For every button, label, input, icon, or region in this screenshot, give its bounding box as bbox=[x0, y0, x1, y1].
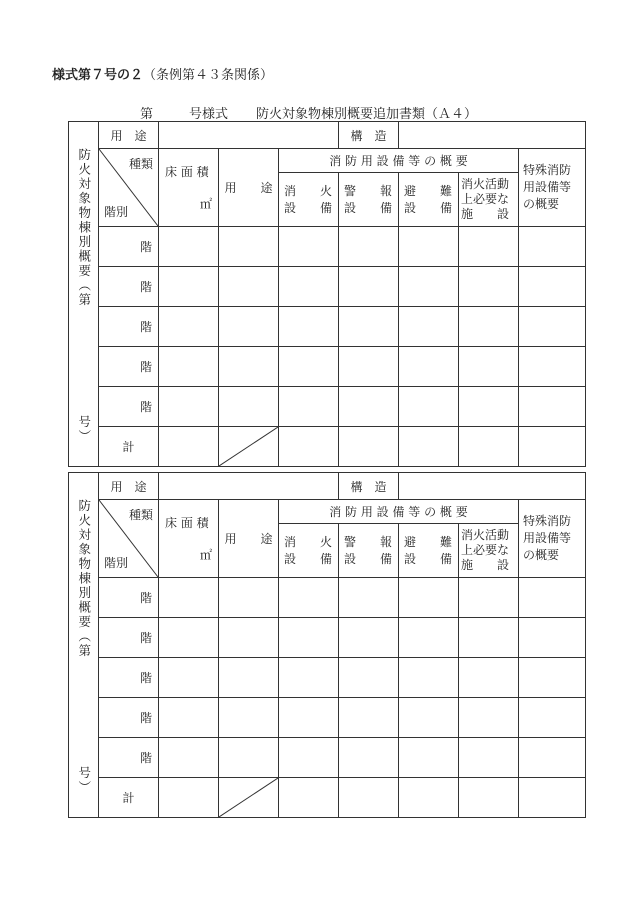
fire-extinguishing-header: 消 火 設 備 bbox=[279, 173, 339, 227]
alarm-equipment-cell[interactable] bbox=[339, 778, 399, 818]
alarm-equipment-header: 警 報 設 備 bbox=[339, 173, 399, 227]
floor-usage-cell[interactable] bbox=[219, 578, 279, 618]
total-label: 計 bbox=[99, 427, 159, 467]
total-usage-crossed-cell bbox=[219, 778, 279, 818]
special-equipment-cell[interactable] bbox=[519, 267, 586, 307]
side-label: 防火対象物棟別概要（第 bbox=[76, 499, 92, 659]
firefighting-facility-cell[interactable] bbox=[459, 698, 519, 738]
firefighting-facility-cell[interactable] bbox=[459, 387, 519, 427]
floor-area-cell[interactable] bbox=[159, 698, 219, 738]
usage-label: 用 途 bbox=[99, 473, 159, 500]
evacuation-equipment-cell[interactable] bbox=[399, 618, 459, 658]
evacuation-equipment-cell[interactable] bbox=[399, 698, 459, 738]
firefighting-facility-cell[interactable] bbox=[459, 618, 519, 658]
floor-usage-cell[interactable] bbox=[219, 267, 279, 307]
evacuation-equipment-cell[interactable] bbox=[399, 427, 459, 467]
evacuation-equipment-cell[interactable] bbox=[399, 658, 459, 698]
floor-usage-cell[interactable] bbox=[219, 738, 279, 778]
subtitle-form: 号様式 bbox=[189, 107, 229, 122]
type-label: 種類 bbox=[128, 157, 153, 171]
alarm-equipment-cell[interactable] bbox=[339, 698, 399, 738]
special-equipment-header: 特殊消防用設備等の概要 bbox=[519, 500, 586, 578]
form-section-1 bbox=[68, 121, 572, 467]
floor-area-header bbox=[159, 500, 219, 578]
alarm-equipment-cell[interactable] bbox=[339, 347, 399, 387]
usage-value[interactable] bbox=[159, 473, 339, 500]
evacuation-equipment-cell[interactable] bbox=[399, 387, 459, 427]
alarm-equipment-cell[interactable] bbox=[339, 267, 399, 307]
fire-extinguishing-cell[interactable] bbox=[279, 578, 339, 618]
floor-area-cell[interactable] bbox=[159, 658, 219, 698]
type-floor-header bbox=[99, 149, 159, 227]
special-equipment-cell[interactable] bbox=[519, 698, 586, 738]
type-label: 種類 bbox=[128, 508, 153, 522]
floor-label: 階 bbox=[99, 227, 159, 267]
side-label-cell bbox=[69, 122, 99, 467]
floor-usage-cell[interactable] bbox=[219, 698, 279, 738]
floor-row bbox=[69, 347, 586, 387]
alarm-equipment-header: 警 報 設 備 bbox=[339, 524, 399, 578]
floor-label: 階 bbox=[99, 347, 159, 387]
diagonal-line bbox=[219, 778, 278, 817]
special-equipment-cell[interactable] bbox=[519, 347, 586, 387]
building-summary-table bbox=[68, 472, 586, 818]
usage-value[interactable] bbox=[159, 122, 339, 149]
special-equipment-cell[interactable] bbox=[519, 618, 586, 658]
form-title bbox=[52, 64, 273, 83]
floor-row bbox=[69, 267, 586, 307]
usage-column-header: 用 途 bbox=[219, 500, 279, 578]
floor-area-cell[interactable] bbox=[159, 307, 219, 347]
firefighting-facility-cell[interactable] bbox=[459, 658, 519, 698]
side-label: 防火対象物棟別概要（第 bbox=[76, 148, 92, 308]
side-label-cell bbox=[69, 473, 99, 818]
evacuation-equipment-cell[interactable] bbox=[399, 307, 459, 347]
fire-extinguishing-cell[interactable] bbox=[279, 227, 339, 267]
total-row bbox=[69, 427, 586, 467]
floor-label: 階 bbox=[99, 738, 159, 778]
alarm-equipment-cell[interactable] bbox=[339, 307, 399, 347]
floor-row bbox=[69, 387, 586, 427]
floor-area-cell[interactable] bbox=[159, 267, 219, 307]
firefighting-facility-header: 消火活動 上必要な 施 設 bbox=[459, 524, 519, 578]
floor-usage-cell[interactable] bbox=[219, 227, 279, 267]
structure-label: 構 造 bbox=[339, 122, 399, 149]
form-reference: （条例第４３条関係） bbox=[143, 68, 274, 83]
firefighting-facility-cell[interactable] bbox=[459, 267, 519, 307]
special-equipment-header: 特殊消防用設備等の概要 bbox=[519, 149, 586, 227]
structure-value[interactable] bbox=[399, 473, 586, 500]
floor-label: 階 bbox=[99, 307, 159, 347]
alarm-equipment-cell[interactable] bbox=[339, 738, 399, 778]
firefighting-facility-header: 消火活動 上必要な 施 設 bbox=[459, 173, 519, 227]
fire-extinguishing-cell[interactable] bbox=[279, 347, 339, 387]
floor-row bbox=[69, 618, 586, 658]
special-equipment-cell[interactable] bbox=[519, 658, 586, 698]
form-number: 様式第７号の２ bbox=[52, 68, 144, 83]
fire-extinguishing-cell[interactable] bbox=[279, 778, 339, 818]
floor-label: 階 bbox=[99, 387, 159, 427]
type-floor-header bbox=[99, 500, 159, 578]
subtitle-dai: 第 bbox=[140, 107, 154, 122]
square-meter-unit: ㎡ bbox=[199, 197, 212, 211]
floor-area-header bbox=[159, 149, 219, 227]
fire-extinguishing-header: 消 火 設 備 bbox=[279, 524, 339, 578]
floor-usage-cell[interactable] bbox=[219, 307, 279, 347]
fire-extinguishing-cell[interactable] bbox=[279, 427, 339, 467]
floor-row bbox=[69, 698, 586, 738]
evacuation-equipment-cell[interactable] bbox=[399, 778, 459, 818]
alarm-equipment-cell[interactable] bbox=[339, 227, 399, 267]
fire-extinguishing-cell[interactable] bbox=[279, 307, 339, 347]
evacuation-equipment-cell[interactable] bbox=[399, 267, 459, 307]
document-subtitle bbox=[140, 103, 477, 122]
firefighting-facility-cell[interactable] bbox=[459, 347, 519, 387]
subtitle-doc-name: 防火対象物棟別概要追加書類（Ａ４） bbox=[256, 107, 478, 122]
firefighting-facility-cell[interactable] bbox=[459, 427, 519, 467]
special-equipment-cell[interactable] bbox=[519, 427, 586, 467]
alarm-equipment-cell[interactable] bbox=[339, 618, 399, 658]
total-label: 計 bbox=[99, 778, 159, 818]
alarm-equipment-cell[interactable] bbox=[339, 427, 399, 467]
firefighting-facility-cell[interactable] bbox=[459, 307, 519, 347]
floor-type-label: 階別 bbox=[104, 556, 129, 570]
total-area-cell[interactable] bbox=[159, 427, 219, 467]
alarm-equipment-cell[interactable] bbox=[339, 387, 399, 427]
special-equipment-cell[interactable] bbox=[519, 227, 586, 267]
structure-value[interactable] bbox=[399, 122, 586, 149]
alarm-equipment-cell[interactable] bbox=[339, 578, 399, 618]
fire-extinguishing-cell[interactable] bbox=[279, 387, 339, 427]
total-area-cell[interactable] bbox=[159, 778, 219, 818]
equipment-summary-header: 消 防 用 設 備 等 の 概 要 bbox=[279, 500, 519, 524]
firefighting-facility-cell[interactable] bbox=[459, 738, 519, 778]
floor-area-label: 床 面 積 bbox=[165, 516, 209, 530]
fire-extinguishing-cell[interactable] bbox=[279, 618, 339, 658]
floor-row bbox=[69, 578, 586, 618]
floor-area-cell[interactable] bbox=[159, 387, 219, 427]
floor-area-cell[interactable] bbox=[159, 618, 219, 658]
special-equipment-cell[interactable] bbox=[519, 778, 586, 818]
floor-area-cell[interactable] bbox=[159, 347, 219, 387]
diagonal-line bbox=[219, 427, 278, 466]
total-row bbox=[69, 778, 586, 818]
side-label-end: 号） bbox=[76, 415, 92, 444]
evacuation-equipment-cell[interactable] bbox=[399, 227, 459, 267]
floor-usage-cell[interactable] bbox=[219, 658, 279, 698]
square-meter-unit: ㎡ bbox=[199, 548, 212, 562]
special-equipment-cell[interactable] bbox=[519, 387, 586, 427]
floor-usage-cell[interactable] bbox=[219, 347, 279, 387]
floor-label: 階 bbox=[99, 698, 159, 738]
floor-area-cell[interactable] bbox=[159, 578, 219, 618]
floor-type-label: 階別 bbox=[104, 205, 129, 219]
floor-usage-cell[interactable] bbox=[219, 618, 279, 658]
evacuation-equipment-header: 避 難 設 備 bbox=[399, 173, 459, 227]
floor-row bbox=[69, 307, 586, 347]
alarm-equipment-cell[interactable] bbox=[339, 658, 399, 698]
fire-extinguishing-cell[interactable] bbox=[279, 738, 339, 778]
fire-extinguishing-cell[interactable] bbox=[279, 658, 339, 698]
floor-area-cell[interactable] bbox=[159, 227, 219, 267]
floor-area-cell[interactable] bbox=[159, 738, 219, 778]
floor-row bbox=[69, 738, 586, 778]
total-usage-crossed-cell bbox=[219, 427, 279, 467]
special-equipment-cell[interactable] bbox=[519, 738, 586, 778]
floor-usage-cell[interactable] bbox=[219, 387, 279, 427]
structure-label: 構 造 bbox=[339, 473, 399, 500]
usage-column-header: 用 途 bbox=[219, 149, 279, 227]
fire-extinguishing-cell[interactable] bbox=[279, 267, 339, 307]
floor-label: 階 bbox=[99, 618, 159, 658]
special-equipment-cell[interactable] bbox=[519, 578, 586, 618]
firefighting-facility-cell[interactable] bbox=[459, 778, 519, 818]
evacuation-equipment-cell[interactable] bbox=[399, 578, 459, 618]
fire-extinguishing-cell[interactable] bbox=[279, 698, 339, 738]
special-equipment-cell[interactable] bbox=[519, 307, 586, 347]
firefighting-facility-cell[interactable] bbox=[459, 578, 519, 618]
evacuation-equipment-cell[interactable] bbox=[399, 347, 459, 387]
side-label-end: 号） bbox=[76, 766, 92, 795]
usage-label: 用 途 bbox=[99, 122, 159, 149]
equipment-summary-header: 消 防 用 設 備 等 の 概 要 bbox=[279, 149, 519, 173]
floor-label: 階 bbox=[99, 578, 159, 618]
evacuation-equipment-cell[interactable] bbox=[399, 738, 459, 778]
floor-row bbox=[69, 227, 586, 267]
form-section-2 bbox=[68, 472, 572, 818]
evacuation-equipment-header: 避 難 設 備 bbox=[399, 524, 459, 578]
firefighting-facility-cell[interactable] bbox=[459, 227, 519, 267]
floor-area-label: 床 面 積 bbox=[165, 165, 209, 179]
building-summary-table bbox=[68, 121, 586, 467]
floor-label: 階 bbox=[99, 267, 159, 307]
floor-row bbox=[69, 658, 586, 698]
floor-label: 階 bbox=[99, 658, 159, 698]
